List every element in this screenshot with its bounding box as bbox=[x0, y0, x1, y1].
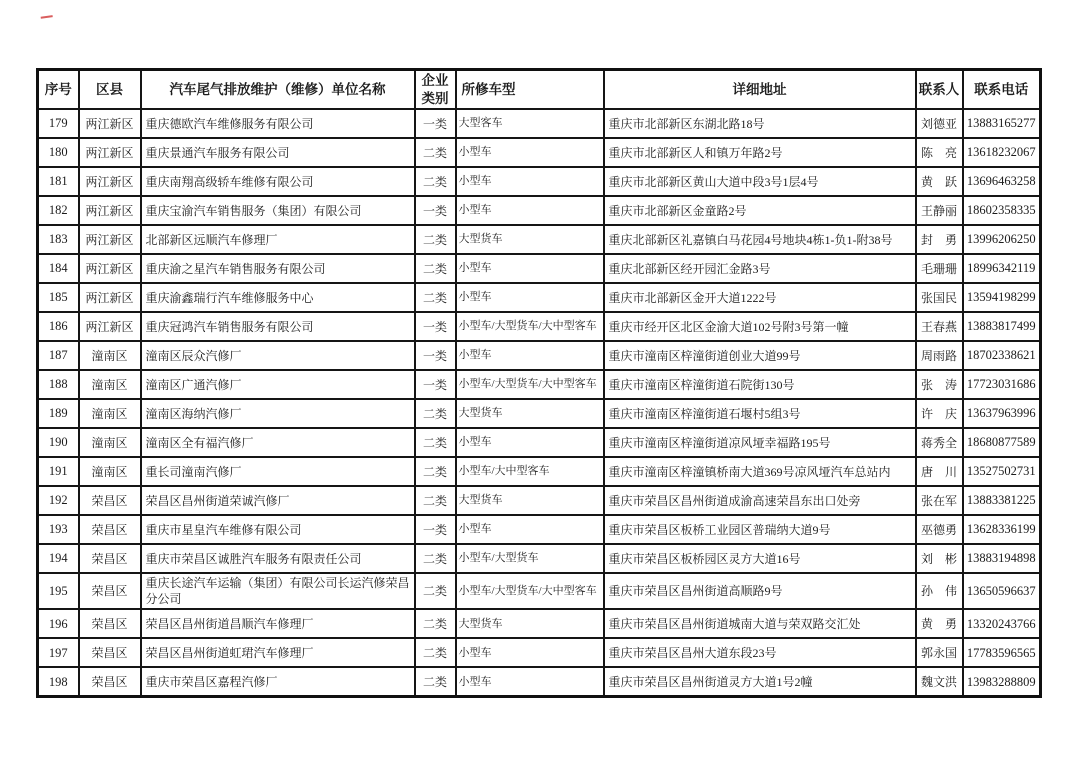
table-row bbox=[38, 399, 1041, 428]
cell-category: 二类 bbox=[415, 573, 456, 609]
cell-category: 一类 bbox=[415, 341, 456, 370]
cell-vehicle: 小型车 bbox=[456, 254, 604, 283]
cell-phone: 13983288809 bbox=[963, 667, 1041, 697]
cell-index: 194 bbox=[38, 544, 79, 573]
table-row bbox=[38, 196, 1041, 225]
cell-vehicle: 小型车 bbox=[456, 167, 604, 196]
cell-phone: 13883381225 bbox=[963, 486, 1041, 515]
cell-vehicle: 小型车/大型货车 bbox=[456, 544, 604, 573]
cell-contact: 唐 川 bbox=[916, 457, 963, 486]
cell-phone: 13320243766 bbox=[963, 609, 1041, 638]
cell-index: 188 bbox=[38, 370, 79, 399]
cell-address: 重庆市潼南区梓潼街道石堰村5组3号 bbox=[604, 399, 916, 428]
cell-index: 197 bbox=[38, 638, 79, 667]
cell-category: 二类 bbox=[415, 138, 456, 167]
cell-name: 重长司潼南汽修厂 bbox=[141, 457, 415, 486]
cell-address: 重庆市荣昌区板桥工业园区普瑞纳大道9号 bbox=[604, 515, 916, 544]
table-row bbox=[38, 283, 1041, 312]
cell-contact: 刘德亚 bbox=[916, 109, 963, 138]
cell-district: 荣昌区 bbox=[79, 638, 141, 667]
cell-category: 二类 bbox=[415, 667, 456, 697]
cell-district: 两江新区 bbox=[79, 109, 141, 138]
cell-category: 二类 bbox=[415, 486, 456, 515]
cell-name: 重庆长途汽车运输（集团）有限公司长运汽修荣昌分公司 bbox=[141, 573, 415, 609]
header-row bbox=[38, 70, 1041, 110]
cell-phone: 18602358335 bbox=[963, 196, 1041, 225]
cell-category: 二类 bbox=[415, 457, 456, 486]
cell-district: 荣昌区 bbox=[79, 573, 141, 609]
cell-address: 重庆市北部新区黄山大道中段3号1层4号 bbox=[604, 167, 916, 196]
cell-vehicle: 小型车 bbox=[456, 283, 604, 312]
cell-contact: 魏文洪 bbox=[916, 667, 963, 697]
table-row bbox=[38, 428, 1041, 457]
header-address: 详细地址 bbox=[604, 70, 916, 110]
cell-index: 181 bbox=[38, 167, 79, 196]
cell-phone: 17723031686 bbox=[963, 370, 1041, 399]
cell-contact: 刘 彬 bbox=[916, 544, 963, 573]
table-row bbox=[38, 457, 1041, 486]
cell-index: 184 bbox=[38, 254, 79, 283]
cell-vehicle: 小型车 bbox=[456, 667, 604, 697]
cell-address: 重庆市北部新区金开大道1222号 bbox=[604, 283, 916, 312]
header-phone: 联系电话 bbox=[963, 70, 1041, 110]
cell-district: 两江新区 bbox=[79, 312, 141, 341]
cell-name: 重庆冠鸿汽车销售服务有限公司 bbox=[141, 312, 415, 341]
cell-phone: 13696463258 bbox=[963, 167, 1041, 196]
cell-index: 186 bbox=[38, 312, 79, 341]
table-body bbox=[38, 109, 1041, 697]
cell-vehicle: 小型车 bbox=[456, 638, 604, 667]
table-row bbox=[38, 609, 1041, 638]
cell-name: 重庆市星皇汽车维修有限公司 bbox=[141, 515, 415, 544]
cell-name: 潼南区广通汽修厂 bbox=[141, 370, 415, 399]
table-row bbox=[38, 167, 1041, 196]
cell-vehicle: 小型车/大型货车/大中型客车 bbox=[456, 312, 604, 341]
cell-vehicle: 小型车 bbox=[456, 138, 604, 167]
cell-phone: 18702338621 bbox=[963, 341, 1041, 370]
cell-index: 180 bbox=[38, 138, 79, 167]
cell-name: 重庆市荣昌区诚胜汽车服务有限责任公司 bbox=[141, 544, 415, 573]
cell-name: 潼南区海纳汽修厂 bbox=[141, 399, 415, 428]
cell-district: 两江新区 bbox=[79, 196, 141, 225]
table-row bbox=[38, 138, 1041, 167]
cell-category: 一类 bbox=[415, 370, 456, 399]
cell-address: 重庆市潼南区梓潼镇桥南大道369号凉风垭汽车总站内 bbox=[604, 457, 916, 486]
cell-vehicle: 大型货车 bbox=[456, 225, 604, 254]
cell-district: 两江新区 bbox=[79, 254, 141, 283]
cell-phone: 13637963996 bbox=[963, 399, 1041, 428]
cell-name: 北部新区远顺汽车修理厂 bbox=[141, 225, 415, 254]
cell-index: 196 bbox=[38, 609, 79, 638]
cell-vehicle: 小型车 bbox=[456, 515, 604, 544]
cell-address: 重庆市荣昌区昌州街道灵方大道1号2幢 bbox=[604, 667, 916, 697]
cell-index: 187 bbox=[38, 341, 79, 370]
cell-name: 荣昌区昌州街道虹珺汽车修理厂 bbox=[141, 638, 415, 667]
table-row bbox=[38, 312, 1041, 341]
cell-address: 重庆市荣昌区昌州街道成渝高速荣昌东出口处旁 bbox=[604, 486, 916, 515]
table-row bbox=[38, 225, 1041, 254]
cell-district: 荣昌区 bbox=[79, 544, 141, 573]
table-row bbox=[38, 341, 1041, 370]
cell-vehicle: 大型货车 bbox=[456, 399, 604, 428]
header-vehicle-type: 所修车型 bbox=[456, 70, 604, 110]
cell-index: 189 bbox=[38, 399, 79, 428]
cell-address: 重庆北部新区经开园汇金路3号 bbox=[604, 254, 916, 283]
cell-index: 190 bbox=[38, 428, 79, 457]
cell-index: 192 bbox=[38, 486, 79, 515]
cell-category: 二类 bbox=[415, 254, 456, 283]
cell-address: 重庆市潼南区梓潼街道凉风垭幸福路195号 bbox=[604, 428, 916, 457]
cell-address: 重庆市北部新区东湖北路18号 bbox=[604, 109, 916, 138]
cell-contact: 黄 勇 bbox=[916, 609, 963, 638]
cell-district: 两江新区 bbox=[79, 138, 141, 167]
cell-category: 二类 bbox=[415, 544, 456, 573]
cell-district: 潼南区 bbox=[79, 428, 141, 457]
cell-district: 两江新区 bbox=[79, 283, 141, 312]
cell-name: 荣昌区昌州街道荣诚汽修厂 bbox=[141, 486, 415, 515]
cell-district: 潼南区 bbox=[79, 399, 141, 428]
cell-phone: 13618232067 bbox=[963, 138, 1041, 167]
cell-vehicle: 小型车/大中型客车 bbox=[456, 457, 604, 486]
cell-district: 潼南区 bbox=[79, 457, 141, 486]
cell-district: 潼南区 bbox=[79, 341, 141, 370]
cell-vehicle: 大型客车 bbox=[456, 109, 604, 138]
table-row bbox=[38, 638, 1041, 667]
cell-district: 荣昌区 bbox=[79, 515, 141, 544]
cell-category: 一类 bbox=[415, 515, 456, 544]
cell-vehicle: 小型车 bbox=[456, 428, 604, 457]
cell-contact: 周雨路 bbox=[916, 341, 963, 370]
cell-index: 195 bbox=[38, 573, 79, 609]
cell-phone: 18680877589 bbox=[963, 428, 1041, 457]
cell-vehicle: 小型车/大型货车/大中型客车 bbox=[456, 573, 604, 609]
header-contact: 联系人 bbox=[916, 70, 963, 110]
cell-phone: 13883194898 bbox=[963, 544, 1041, 573]
cell-district: 两江新区 bbox=[79, 225, 141, 254]
cell-name: 潼南区辰众汽修厂 bbox=[141, 341, 415, 370]
cell-vehicle: 小型车/大型货车/大中型客车 bbox=[456, 370, 604, 399]
cell-category: 一类 bbox=[415, 196, 456, 225]
header-category: 企业类别 bbox=[415, 70, 456, 110]
cell-index: 179 bbox=[38, 109, 79, 138]
cell-district: 荣昌区 bbox=[79, 609, 141, 638]
table-header bbox=[38, 70, 1041, 110]
cell-index: 185 bbox=[38, 283, 79, 312]
cell-index: 193 bbox=[38, 515, 79, 544]
cell-contact: 许 庆 bbox=[916, 399, 963, 428]
header-unit-name: 汽车尾气排放维护（维修）单位名称 bbox=[141, 70, 415, 110]
cell-name: 重庆市荣昌区嘉程汽修厂 bbox=[141, 667, 415, 697]
cell-category: 二类 bbox=[415, 638, 456, 667]
cell-category: 二类 bbox=[415, 167, 456, 196]
cell-name: 重庆渝之星汽车销售服务有限公司 bbox=[141, 254, 415, 283]
table-row bbox=[38, 486, 1041, 515]
cell-name: 荣昌区昌州街道昌顺汽车修理厂 bbox=[141, 609, 415, 638]
cell-address: 重庆市潼南区梓潼街道创业大道99号 bbox=[604, 341, 916, 370]
cell-address: 重庆市北部新区人和镇万年路2号 bbox=[604, 138, 916, 167]
cell-contact: 王春燕 bbox=[916, 312, 963, 341]
cell-phone: 13883817499 bbox=[963, 312, 1041, 341]
cell-contact: 巫德勇 bbox=[916, 515, 963, 544]
table-row bbox=[38, 370, 1041, 399]
cell-address: 重庆北部新区礼嘉镇白马花园4号地块4栋1-负1-附38号 bbox=[604, 225, 916, 254]
cell-district: 潼南区 bbox=[79, 370, 141, 399]
cell-category: 二类 bbox=[415, 399, 456, 428]
cell-index: 183 bbox=[38, 225, 79, 254]
cell-address: 重庆市北部新区金童路2号 bbox=[604, 196, 916, 225]
table-row bbox=[38, 667, 1041, 697]
cell-contact: 张国民 bbox=[916, 283, 963, 312]
header-index: 序号 bbox=[38, 70, 79, 110]
table-row bbox=[38, 573, 1041, 609]
cell-address: 重庆市经开区北区金渝大道102号附3号第一幢 bbox=[604, 312, 916, 341]
cell-contact: 黄 跃 bbox=[916, 167, 963, 196]
cell-phone: 18996342119 bbox=[963, 254, 1041, 283]
table-row bbox=[38, 254, 1041, 283]
cell-index: 198 bbox=[38, 667, 79, 697]
cell-category: 二类 bbox=[415, 225, 456, 254]
cell-contact: 郭永国 bbox=[916, 638, 963, 667]
header-district: 区县 bbox=[79, 70, 141, 110]
cell-category: 二类 bbox=[415, 609, 456, 638]
cell-index: 191 bbox=[38, 457, 79, 486]
cell-contact: 毛珊珊 bbox=[916, 254, 963, 283]
cell-phone: 13996206250 bbox=[963, 225, 1041, 254]
cell-category: 二类 bbox=[415, 428, 456, 457]
cell-district: 两江新区 bbox=[79, 167, 141, 196]
cell-category: 一类 bbox=[415, 109, 456, 138]
cell-category: 二类 bbox=[415, 283, 456, 312]
records-table bbox=[36, 68, 1042, 698]
cell-name: 重庆渝鑫瑞行汽车维修服务中心 bbox=[141, 283, 415, 312]
cell-vehicle: 大型货车 bbox=[456, 609, 604, 638]
cell-name: 重庆景通汽车服务有限公司 bbox=[141, 138, 415, 167]
cell-contact: 封 勇 bbox=[916, 225, 963, 254]
cell-address: 重庆市荣昌区昌州街道高顺路9号 bbox=[604, 573, 916, 609]
cell-name: 重庆德欧汽车维修服务有限公司 bbox=[141, 109, 415, 138]
cell-district: 荣昌区 bbox=[79, 667, 141, 697]
table-row bbox=[38, 109, 1041, 138]
cell-address: 重庆市荣昌区板桥园区灵方大道16号 bbox=[604, 544, 916, 573]
cell-vehicle: 大型货车 bbox=[456, 486, 604, 515]
cell-address: 重庆市荣昌区昌州街道城南大道与荣双路交汇处 bbox=[604, 609, 916, 638]
table-row bbox=[38, 515, 1041, 544]
cell-phone: 13594198299 bbox=[963, 283, 1041, 312]
cell-phone: 17783596565 bbox=[963, 638, 1041, 667]
cell-district: 荣昌区 bbox=[79, 486, 141, 515]
cell-index: 182 bbox=[38, 196, 79, 225]
cell-contact: 蒋秀全 bbox=[916, 428, 963, 457]
cell-address: 重庆市荣昌区昌州大道东段23号 bbox=[604, 638, 916, 667]
table-row bbox=[38, 544, 1041, 573]
cell-phone: 13883165277 bbox=[963, 109, 1041, 138]
cell-address: 重庆市潼南区梓潼街道石院街130号 bbox=[604, 370, 916, 399]
red-pen-mark bbox=[39, 5, 53, 19]
cell-phone: 13527502731 bbox=[963, 457, 1041, 486]
cell-contact: 陈 亮 bbox=[916, 138, 963, 167]
cell-phone: 13628336199 bbox=[963, 515, 1041, 544]
cell-vehicle: 小型车 bbox=[456, 196, 604, 225]
cell-contact: 孙 伟 bbox=[916, 573, 963, 609]
cell-name: 重庆南翔高级轿车维修有限公司 bbox=[141, 167, 415, 196]
cell-name: 潼南区全有福汽修厂 bbox=[141, 428, 415, 457]
cell-contact: 张在军 bbox=[916, 486, 963, 515]
cell-category: 一类 bbox=[415, 312, 456, 341]
cell-contact: 王静丽 bbox=[916, 196, 963, 225]
cell-phone: 13650596637 bbox=[963, 573, 1041, 609]
cell-name: 重庆宝渝汽车销售服务（集团）有限公司 bbox=[141, 196, 415, 225]
cell-vehicle: 小型车 bbox=[456, 341, 604, 370]
cell-contact: 张 涛 bbox=[916, 370, 963, 399]
